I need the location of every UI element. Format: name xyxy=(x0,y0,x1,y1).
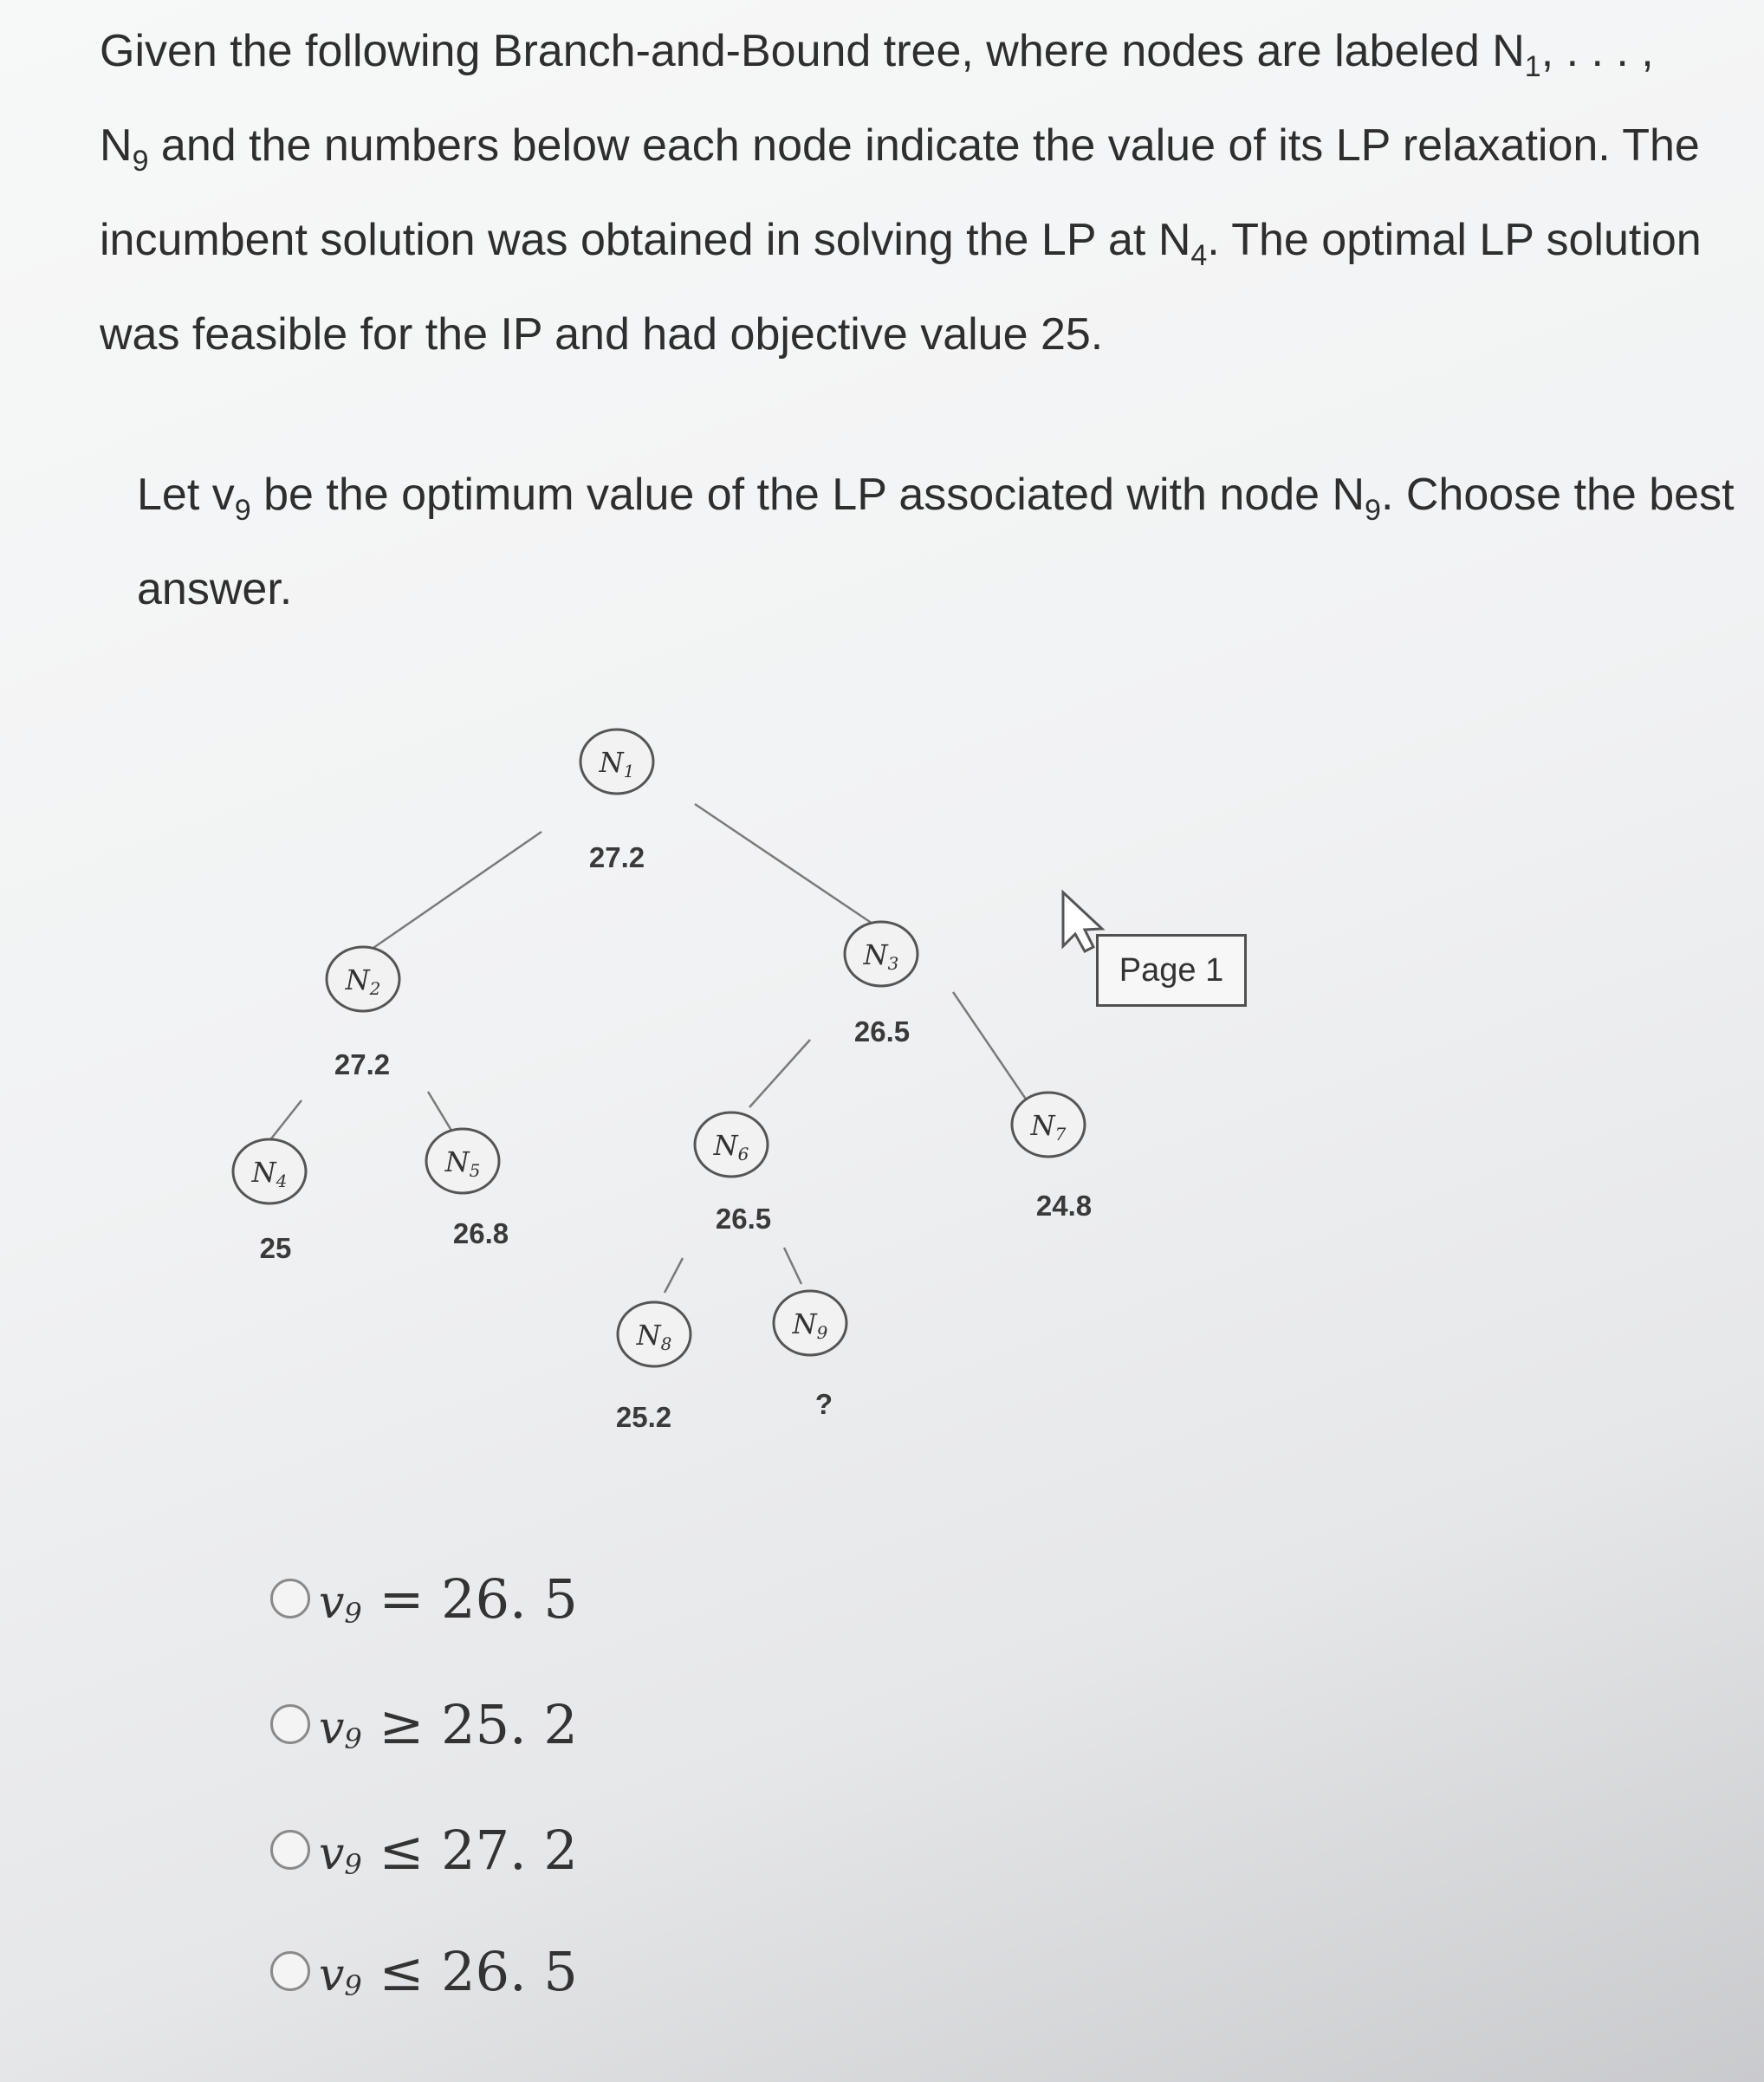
edge-n3-n6 xyxy=(749,1040,810,1107)
node-n7 xyxy=(1012,1093,1092,1222)
node-n4-label: N4 xyxy=(251,1156,288,1191)
option-3-radio[interactable] xyxy=(270,1830,310,1870)
option-1[interactable] xyxy=(270,1560,578,1638)
question-text-3: . Choose the best answer. xyxy=(137,470,1735,614)
node-n5 xyxy=(426,1129,509,1249)
node-n8-value: 25.2 xyxy=(615,1401,672,1433)
node-n6 xyxy=(695,1112,771,1235)
option-3-text: $v_9 \le 27$. 2 xyxy=(319,1818,578,1882)
intro-subscript-1: 1 xyxy=(1524,50,1541,83)
option-1-radio[interactable] xyxy=(270,1579,310,1618)
intro-text-3: N xyxy=(100,120,133,171)
option-4-text: $v_9 \le 26$. 5 xyxy=(319,1939,578,2003)
edge-n2-n5 xyxy=(428,1092,453,1133)
node-n1-label: N1 xyxy=(599,746,635,782)
option-2-text: $v_9 \ge 25$. 2 xyxy=(319,1692,578,1756)
question-subscript-1: 9 xyxy=(234,494,251,527)
node-n9-value: ? xyxy=(814,1388,833,1420)
node-n2 xyxy=(327,947,399,1080)
node-n3-label: N3 xyxy=(863,938,899,974)
intro-text-1: Given the following Branch-and-Bound tree, where nodes are labeled N xyxy=(100,26,1525,76)
option-4-radio[interactable] xyxy=(270,1951,310,1991)
option-3[interactable] xyxy=(270,1811,578,1889)
option-2[interactable] xyxy=(270,1685,578,1763)
intro-subscript-2: 9 xyxy=(132,145,149,178)
node-n6-label: N6 xyxy=(713,1129,749,1164)
option-2-radio[interactable] xyxy=(270,1704,310,1744)
node-n4-value: 25 xyxy=(259,1232,292,1264)
node-n7-value: 24.8 xyxy=(1035,1190,1093,1222)
option-1-text: $v_9 = 26$. 5 xyxy=(319,1566,578,1631)
node-n6-value: 26.5 xyxy=(715,1203,772,1235)
node-n9-label: N9 xyxy=(792,1307,828,1343)
node-n1 xyxy=(580,730,653,873)
question-text-2: be the optimum value of the LP associated with node N xyxy=(250,470,1365,520)
node-n8 xyxy=(616,1302,691,1433)
node-n5-label: N5 xyxy=(444,1145,481,1181)
node-n1-value: 27.2 xyxy=(588,841,645,873)
question-subscript-2: 9 xyxy=(1365,494,1381,527)
node-n4 xyxy=(233,1139,306,1264)
node-n3-value: 26.5 xyxy=(853,1015,911,1047)
node-n9 xyxy=(774,1291,846,1420)
intro-text-2: , . . . , xyxy=(1540,26,1654,76)
edge-n2-n4 xyxy=(269,1100,302,1142)
edge-n1-n2 xyxy=(360,832,542,957)
intro-text-5: . The optimal LP solution was feasible for the IP and had objective value 25. xyxy=(100,215,1702,360)
edge-n6-n9 xyxy=(784,1248,801,1284)
intro-text-4: and the numbers below each node indicate the value of its LP relaxation. The incumbent solution was obtained in solving the LP at N xyxy=(100,120,1700,265)
node-n2-value: 27.2 xyxy=(334,1048,391,1080)
intro-subscript-3: 4 xyxy=(1190,239,1208,272)
edge-n6-n8 xyxy=(665,1258,683,1293)
edge-n3-n7 xyxy=(953,992,1027,1100)
node-n2-label: N2 xyxy=(345,963,381,999)
node-n5-value: 26.8 xyxy=(452,1217,509,1249)
page-label-box: Page 1 xyxy=(1096,934,1247,1007)
question-text-1: Let v xyxy=(137,470,235,520)
edge-n1-n3 xyxy=(695,804,875,925)
node-n7-label: N7 xyxy=(1030,1109,1067,1145)
node-n3 xyxy=(845,922,918,1047)
node-n8-label: N8 xyxy=(636,1319,672,1354)
option-4[interactable] xyxy=(270,1932,578,2010)
